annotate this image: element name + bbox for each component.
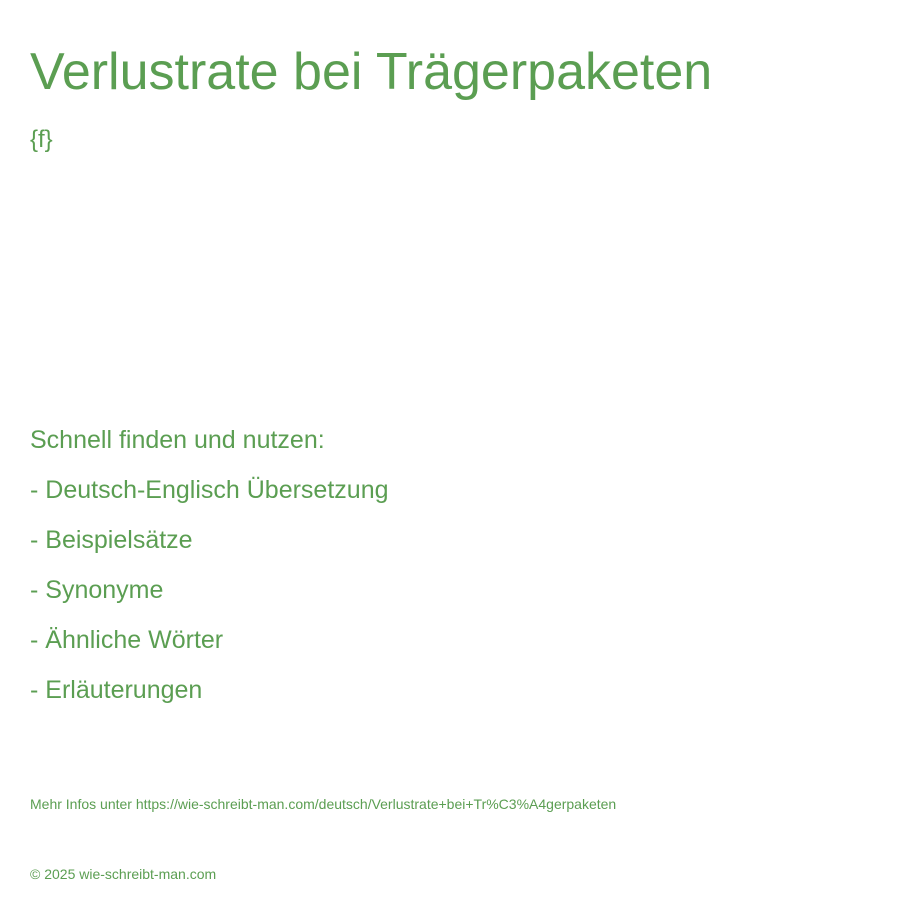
feature-item-similar-words: - Ähnliche Wörter bbox=[30, 626, 224, 654]
features-section bbox=[30, 424, 389, 724]
feature-item-synonyms: - Synonyme bbox=[30, 576, 164, 604]
copyright-notice: © 2025 wie-schreibt-man.com bbox=[30, 866, 217, 882]
page-title: Verlustrate bei Trägerpaketen bbox=[30, 43, 713, 101]
feature-item-translation: - Deutsch-Englisch Übersetzung bbox=[30, 476, 389, 504]
features-heading: Schnell finden und nutzen: bbox=[30, 426, 325, 454]
feature-item-example-sentences: - Beispielsätze bbox=[30, 526, 193, 554]
grammatical-gender: {f} bbox=[30, 126, 53, 153]
more-info-link: Mehr Infos unter https://wie-schreibt-man.com/deutsch/Verlustrate+bei+Tr%C3%A4gerpaketen bbox=[30, 796, 617, 812]
feature-list bbox=[30, 474, 389, 724]
feature-item-explanations: - Erläuterungen bbox=[30, 676, 203, 704]
